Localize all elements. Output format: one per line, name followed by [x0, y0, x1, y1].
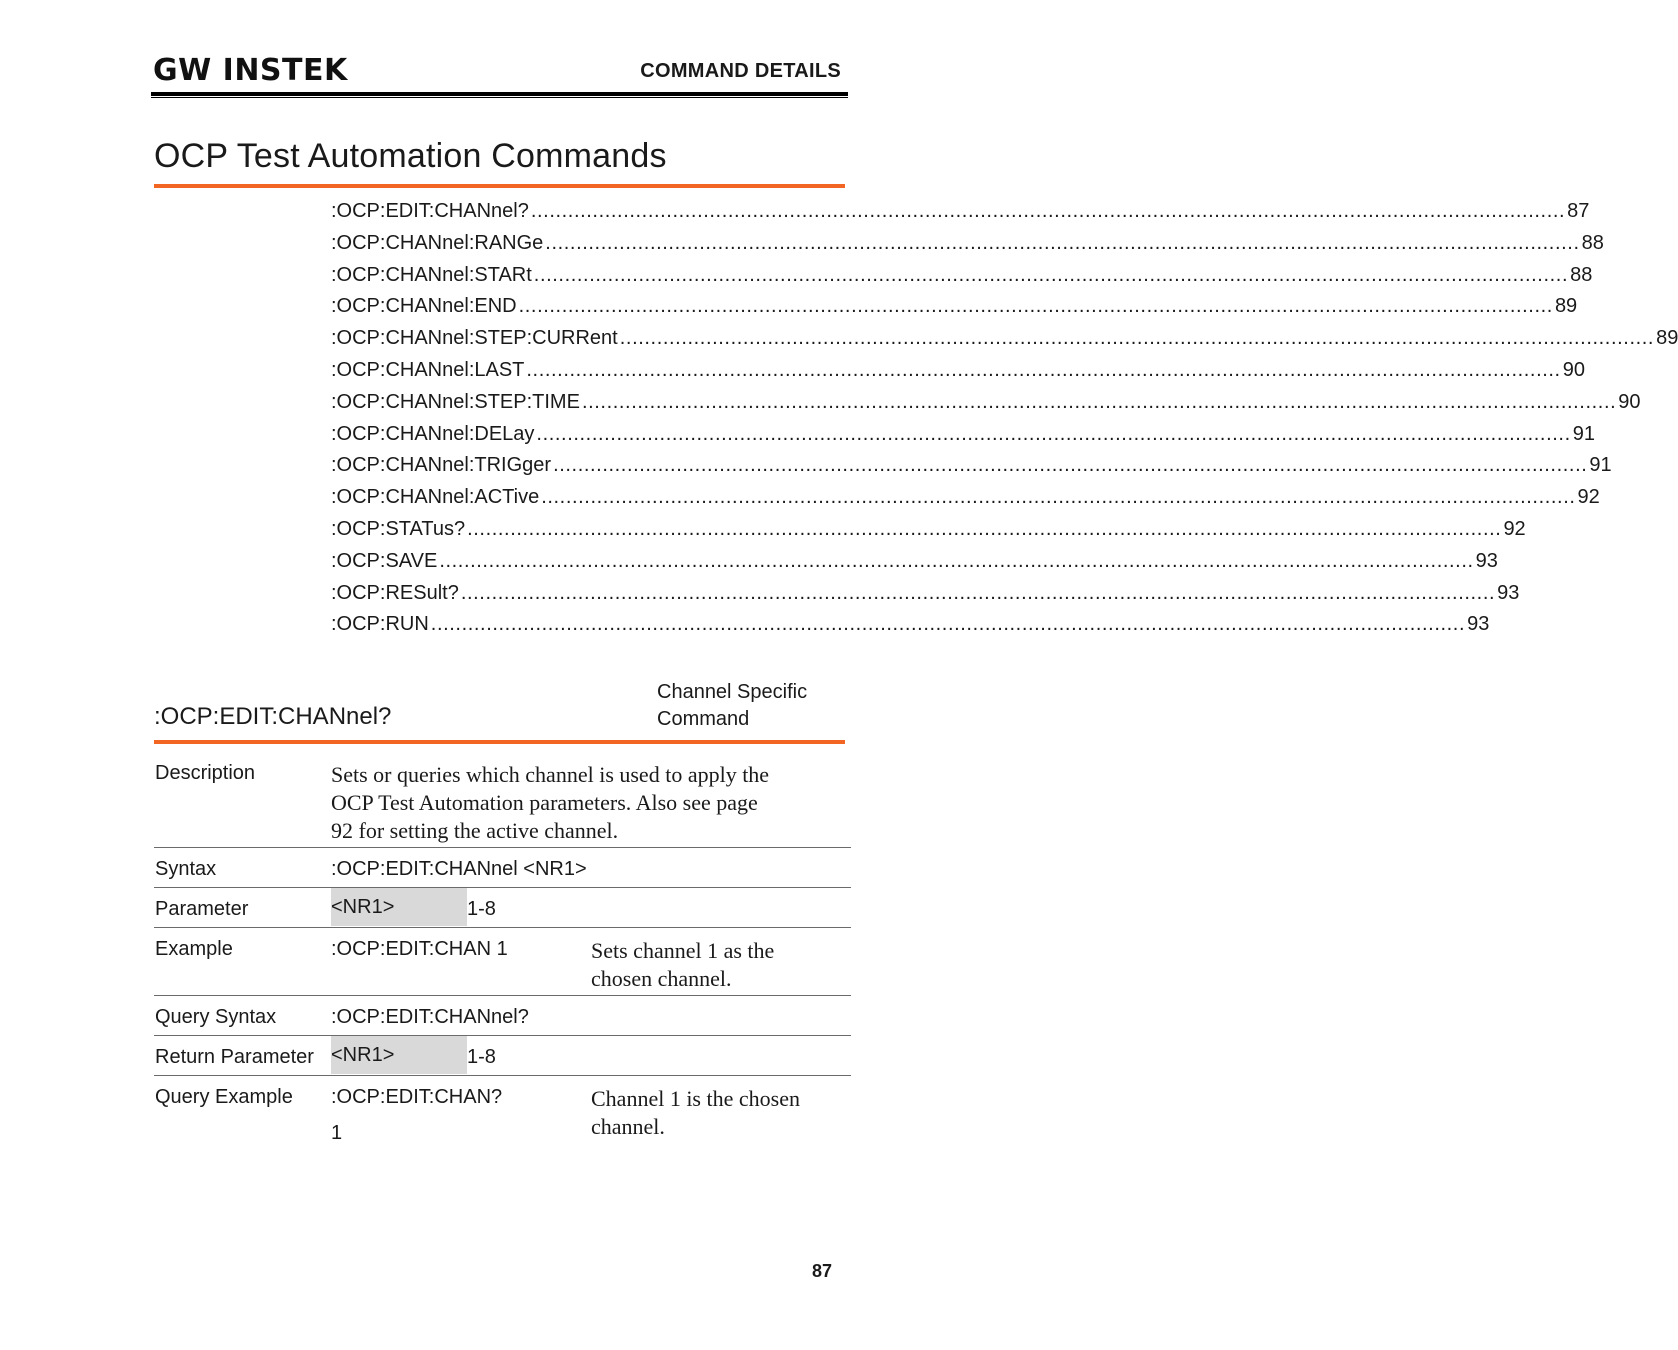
description-label: Description [155, 762, 256, 784]
parameter-label: Parameter [155, 898, 249, 920]
example-description-line: chosen channel. [591, 966, 732, 991]
description-line: OCP Test Automation parameters. Also see page [331, 790, 758, 815]
toc-leader [519, 295, 1553, 318]
toc-list [331, 200, 1678, 645]
toc-leader [467, 518, 1501, 541]
toc-leader [620, 327, 1654, 350]
syntax-label: Syntax [155, 858, 217, 880]
toc-entry[interactable] [331, 390, 1641, 423]
row-divider [154, 887, 851, 888]
command-type-line2: Command [657, 708, 750, 730]
command-rule [154, 740, 845, 744]
svg-text:GW INSTEK: GW INSTEK [153, 53, 348, 88]
description-text [331, 761, 769, 845]
toc-entry-page: 91 [1572, 422, 1595, 445]
example-command: :OCP:EDIT:CHAN 1 [331, 938, 508, 960]
toc-leader [526, 359, 1560, 382]
header-rule-thin [151, 97, 848, 98]
header-rule [151, 92, 848, 96]
toc-entry-page: 93 [1467, 613, 1490, 636]
example-description [591, 937, 774, 993]
toc-entry-label: :OCP:RUN [331, 613, 429, 636]
toc-entry[interactable] [331, 231, 1604, 264]
toc-leader [439, 550, 1473, 573]
toc-leader [541, 486, 1575, 509]
query-syntax-value: :OCP:EDIT:CHANnel? [331, 1006, 529, 1028]
toc-entry-page: 91 [1589, 454, 1612, 477]
description-line: 92 for setting the active channel. [331, 818, 619, 843]
toc-entry[interactable] [331, 200, 1590, 232]
toc-entry[interactable] [331, 486, 1600, 518]
toc-entry-page: 89 [1656, 327, 1678, 350]
toc-entry-page: 89 [1554, 295, 1578, 318]
toc-leader [531, 200, 1565, 223]
toc-entry-label: :OCP:CHANnel:STARt [331, 263, 532, 286]
description-line: Sets or queries which channel is used to apply the [331, 762, 770, 787]
parameter-range: 1-8 [467, 898, 496, 920]
toc-entry[interactable] [331, 517, 1526, 550]
toc-leader [534, 264, 1568, 287]
toc-entry[interactable] [331, 581, 1520, 614]
toc-entry-label: :OCP:CHANnel:ACTive [331, 486, 540, 509]
query-example-result: 1 [331, 1122, 343, 1144]
syntax-value: :OCP:EDIT:CHANnel <NR1> [331, 858, 587, 880]
query-example-description [591, 1085, 800, 1141]
parameter-type: <NR1> [331, 896, 395, 918]
query-syntax-label: Query Syntax [155, 1006, 277, 1028]
toc-entry[interactable] [331, 358, 1585, 391]
query-example-command: :OCP:EDIT:CHAN? [331, 1086, 503, 1108]
example-label: Example [155, 938, 233, 960]
query-example-description-line: channel. [591, 1114, 665, 1139]
row-divider [154, 1075, 851, 1076]
return-type: <NR1> [331, 1044, 395, 1066]
return-parameter-label: Return Parameter [155, 1046, 314, 1068]
toc-leader [553, 454, 1587, 477]
toc-entry-page: 87 [1567, 200, 1590, 222]
query-example-label: Query Example [155, 1086, 293, 1108]
toc-entry-page: 93 [1475, 549, 1498, 572]
toc-entry-page: 90 [1618, 390, 1641, 413]
toc-entry[interactable] [331, 549, 1498, 582]
toc-entry-label: :OCP:CHANnel:DELay [331, 422, 535, 445]
toc-entry-label: :OCP:STATus? [331, 517, 466, 540]
toc-leader [536, 423, 1570, 446]
row-divider [154, 995, 851, 996]
toc-entry-page: 92 [1577, 486, 1600, 509]
toc-entry-label: :OCP:SAVE [331, 549, 438, 572]
toc-entry[interactable] [331, 422, 1595, 455]
toc-leader [461, 582, 1495, 605]
toc-entry[interactable] [331, 613, 1490, 645]
toc-entry[interactable] [331, 454, 1612, 486]
return-range: 1-8 [467, 1046, 496, 1068]
command-type [657, 679, 807, 733]
row-divider [154, 927, 851, 928]
page-title: OCP Test Automation Commands [154, 137, 667, 175]
toc-entry-page: 90 [1562, 358, 1585, 381]
command-name: :OCP:EDIT:CHANnel? [154, 703, 392, 730]
title-rule [154, 184, 845, 188]
toc-entry[interactable] [331, 295, 1578, 327]
toc-entry-label: :OCP:CHANnel:RANGe [331, 231, 544, 254]
toc-entry-label: :OCP:RESult? [331, 581, 459, 604]
toc-entry-page: 88 [1570, 263, 1593, 286]
row-divider [154, 847, 851, 848]
parameter-type-cell [331, 888, 467, 926]
return-type-cell [331, 1036, 467, 1074]
toc-entry-label: :OCP:CHANnel:TRIGger [331, 454, 552, 477]
toc-entry-page: 92 [1503, 517, 1526, 540]
toc-leader [545, 232, 1579, 255]
toc-entry-page: 88 [1581, 231, 1604, 254]
gw-instek-logo-icon [153, 52, 348, 88]
gw-instek-logo [153, 52, 348, 88]
query-example-description-line: Channel 1 is the chosen [591, 1086, 800, 1111]
toc-entry-label: :OCP:CHANnel:END [331, 295, 517, 318]
toc-entry-page: 93 [1497, 581, 1520, 604]
toc-leader [431, 613, 1465, 636]
section-label: COMMAND DETAILS [640, 60, 841, 82]
toc-entry[interactable] [331, 327, 1678, 359]
toc-entry-label: :OCP:CHANnel:LAST [331, 358, 525, 381]
example-description-line: Sets channel 1 as the [591, 938, 775, 963]
row-divider [154, 1035, 851, 1036]
toc-entry-label: :OCP:EDIT:CHANnel? [331, 200, 529, 222]
toc-entry-label: :OCP:CHANnel:STEP:CURRent [331, 327, 618, 350]
page-number: 87 [812, 1261, 833, 1281]
toc-entry[interactable] [331, 263, 1593, 296]
toc-leader [582, 391, 1616, 414]
command-type-line1: Channel Specific [657, 681, 808, 703]
toc-entry-label: :OCP:CHANnel:STEP:TIME [331, 390, 580, 413]
